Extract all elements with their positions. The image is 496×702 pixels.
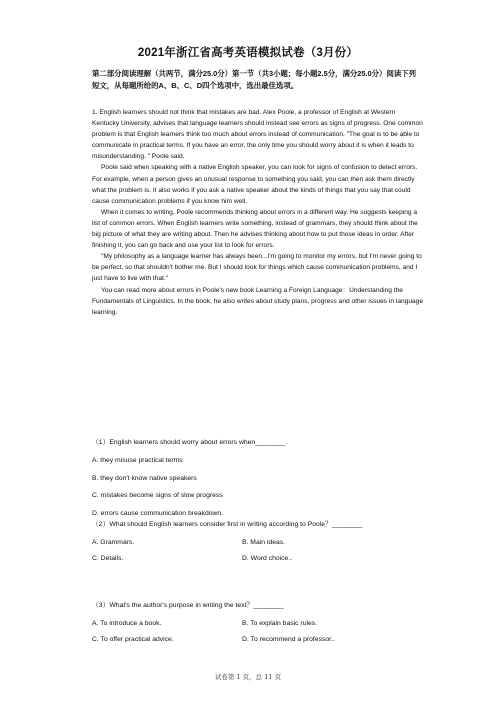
options-grid [92, 619, 432, 645]
page-title: 2021年浙江省高考英语模拟试卷（3月份） [137, 47, 359, 59]
options-grid [92, 538, 432, 564]
passage-paragraph-3: When it comes to writing, Poole recommends thinking about errors in a different way. He suggests keeping a list of common errors. When English learners write something, instead of grammars, they should think about the big picture of what they are writing about. Then he advises thinking about how to put those ideas in order. After finishing it, you can go back and use your list to look for errors. [92, 208, 418, 250]
option-d: D. To recommend a professor.. [242, 636, 335, 643]
question-2 [92, 520, 432, 564]
option-b: B. Main ideas. [242, 539, 286, 546]
option-b: B. they don't know native speakers [92, 474, 197, 482]
option-c: C. To offer practical advice. [92, 636, 174, 643]
passage-paragraph-2: Poole said when speaking with a native English speaker, you can look for signs of confusion to detect errors. For example, when a person gives an unusual response to something you said, you can then ask them directly what the problem is. It also works if you ask a native speaker about the kinds of things that you say that could cause communication problems if you know him well. [92, 164, 418, 205]
option-d: D. errors cause communication breakdown. [92, 509, 224, 517]
option-d: D. Word choice.. [242, 555, 293, 562]
question-stem: （2）What should English learners consider first in writing according to Poole？________ [92, 521, 363, 528]
passage-paragraph-5: You can read more about errors in Poole's new book Learning a Foreign Language：Understanding the Fundamentals of Linguistics. In the book, he also writes about study plans, progress and other issues in language learning. [92, 286, 423, 316]
passage-paragraph-4: "My philosophy as a language learner has always been...I'm going to monitor my errors, but I'm never going to be perfect, so that shouldn't bother me. But I should look for things which cause communication problems, and I just have to live with that." [92, 253, 422, 283]
option-b: B. To explain basic rules. [242, 620, 318, 627]
question-stem: （1）English learners should worry about errors when________. [92, 439, 288, 446]
option-c: C. Details. [92, 555, 124, 562]
option-a: A. To introduce a book. [92, 620, 162, 627]
question-3 [92, 601, 432, 645]
option-a: A. they misuse practical terms [92, 457, 183, 464]
option-c: C. mistakes become signs of slow progress [92, 492, 223, 499]
question-stem: （3）What's the author's purpose in writing the text？________ [92, 602, 284, 609]
option-a: A. Grammars. [92, 539, 135, 546]
section-instructions: 第二部分阅读理解（共两节，满分25.0分）第一节（共3小题；每小题2.5分，满分25.0分）阅读下列短文，从每题所给的A、B、C、D四个选项中，选出最佳选项。 [92, 69, 417, 90]
question-1 [92, 438, 432, 526]
reading-passage [92, 107, 424, 318]
page-footer: 试卷第 1 页，总 11 页 [214, 673, 282, 681]
passage-paragraph-1: 1. English learners should not think that mistakes are bad. Alex Poole, a professor of English at Western Kentucky University, advises that language learners should instead see errors as signs of progress. One common problem is that English learners think too much about errors instead of communication. "The goal is to be able to communicate in practical terms. If you have an error, the only time you should worry about it is when it leads to misunderstanding. " Poole said. [92, 109, 423, 161]
